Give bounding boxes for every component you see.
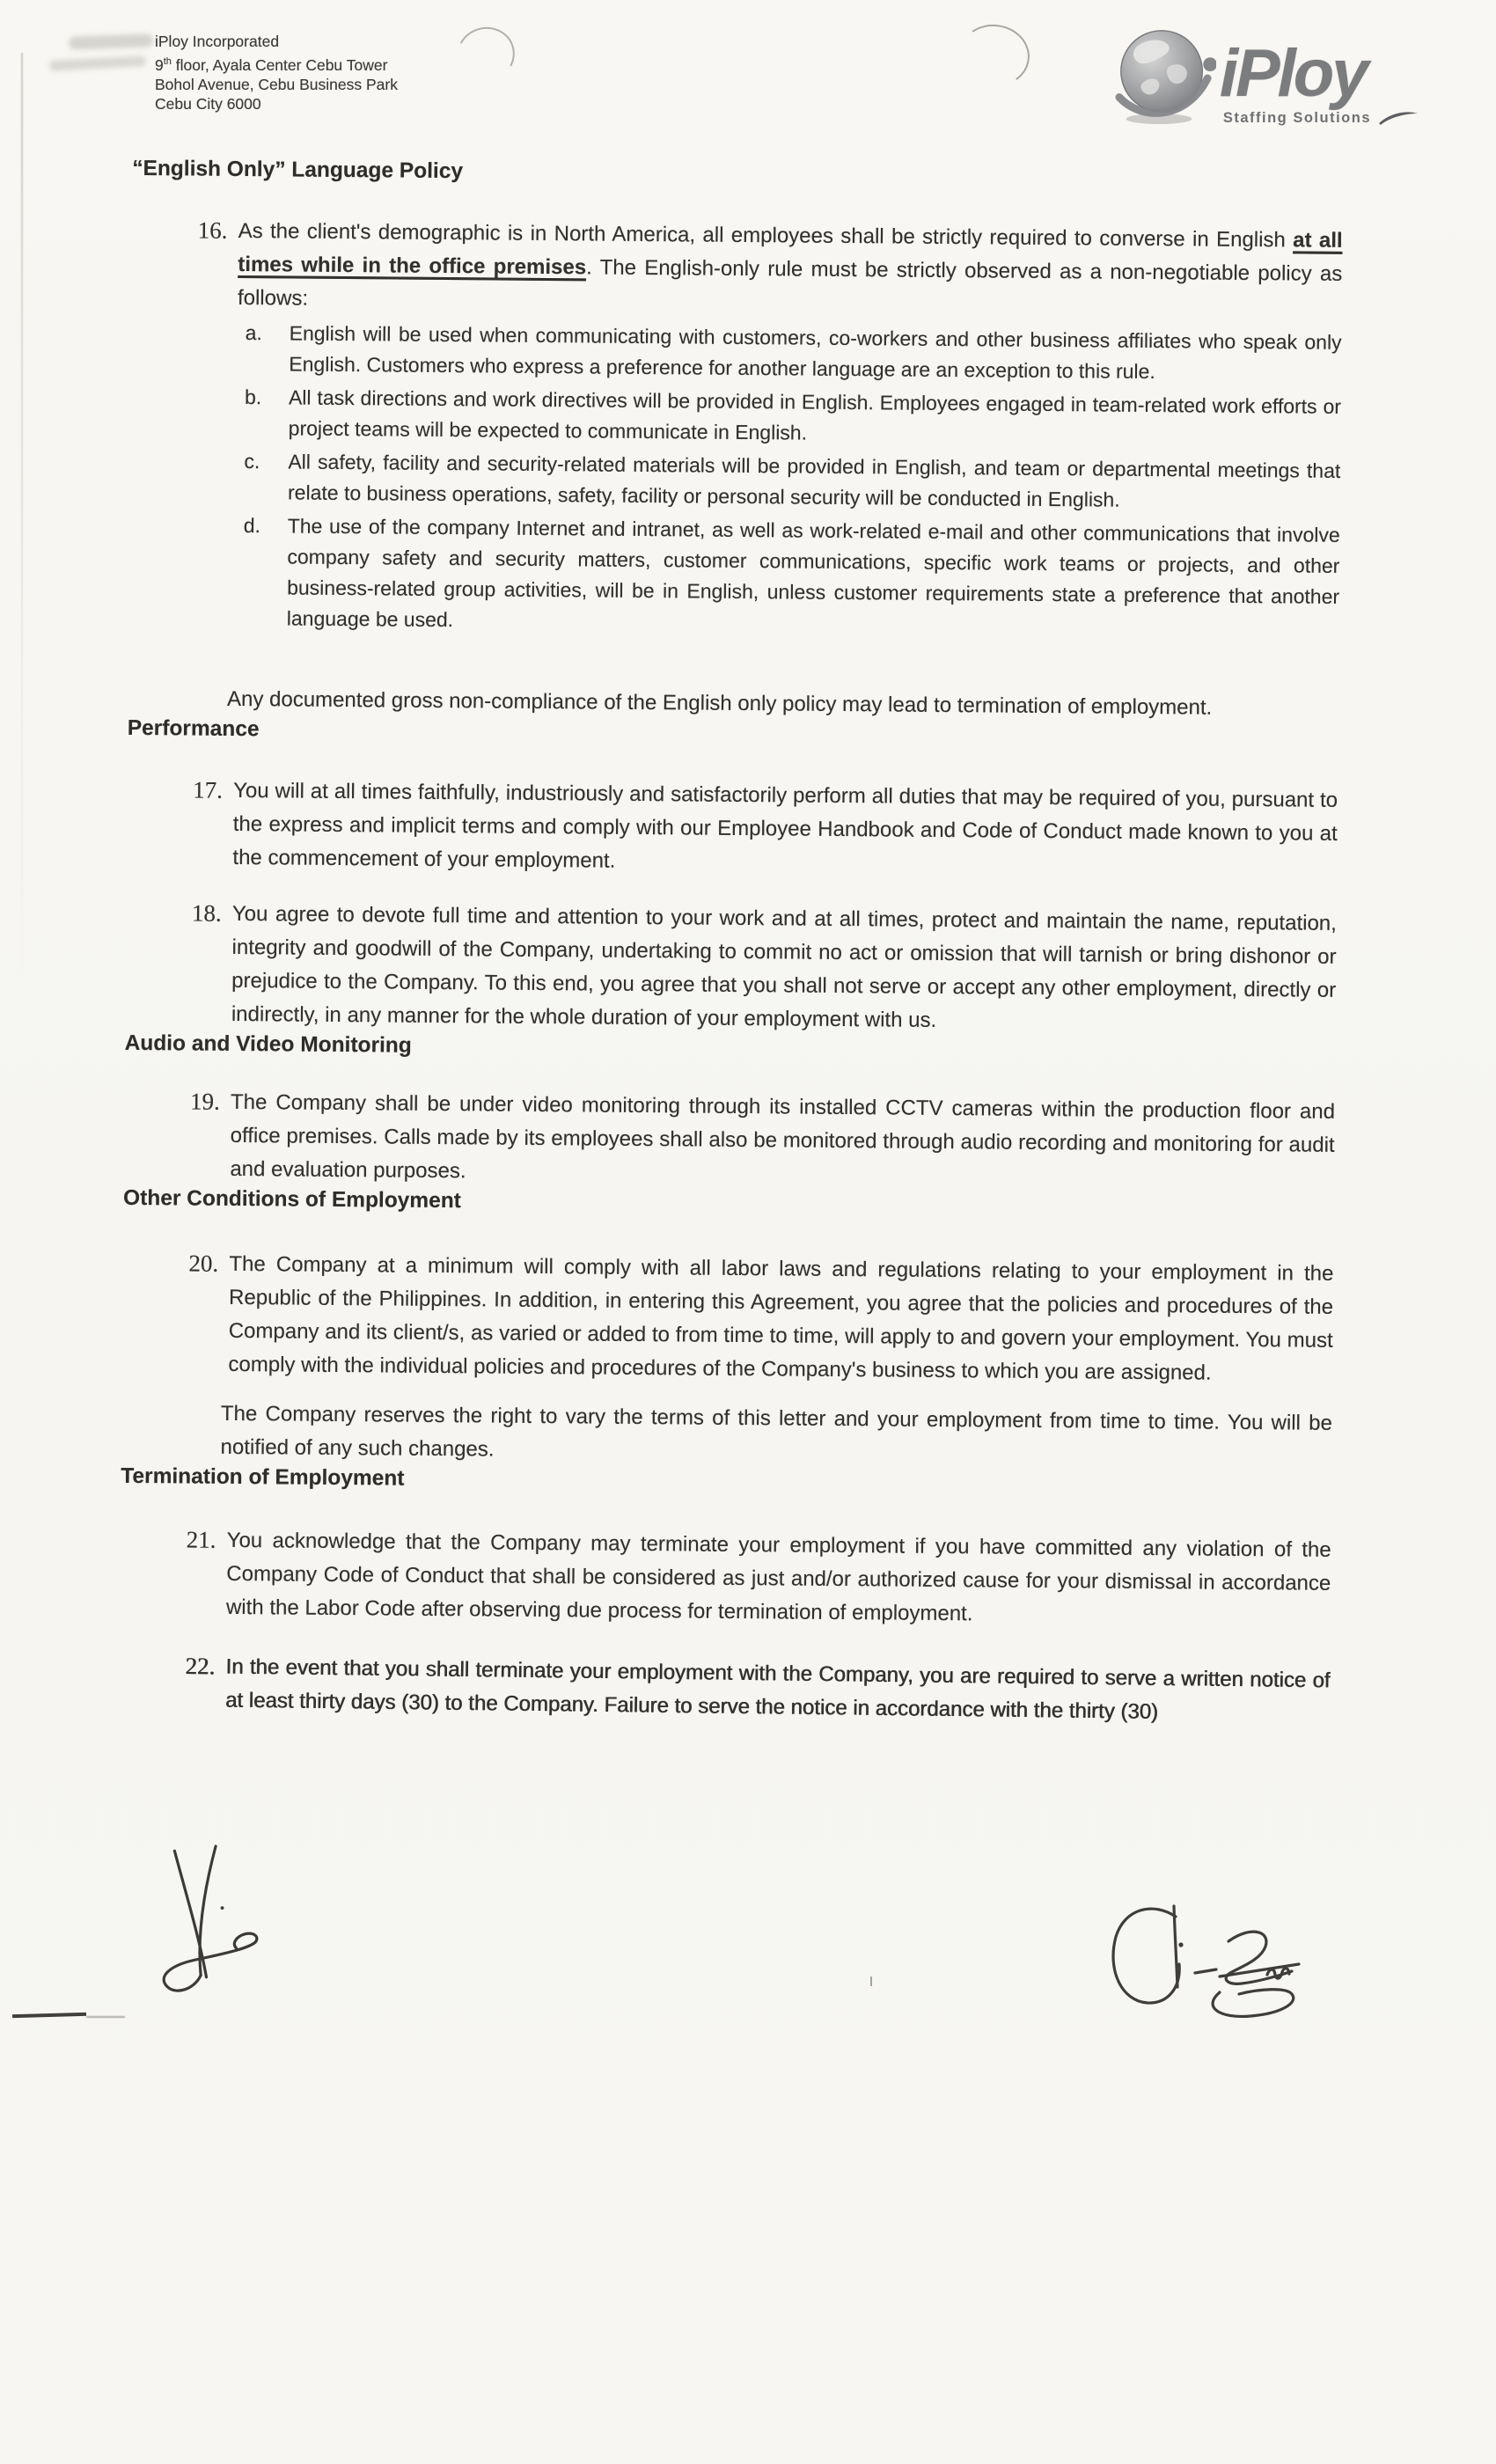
subclause-list (128, 317, 1342, 643)
address-line-2: 9th floor, Ayala Center Cebu Tower (155, 55, 388, 74)
subclause-text: The use of the company Internet and intranet, as well as work-related e-mail and other communications that involve company safety and security matters, customer communications, specific work teams or projects, and other business-related group activities, will be in English, unless customer requirements state a preference that another language be used. (286, 514, 1340, 632)
subclause-letter: a. (245, 321, 262, 345)
handwritten-signature-icon (1088, 1871, 1457, 2047)
clause-text: You will at all times faithfully, industriously and satisfactorily perform all duties that may be required of you, pursuant to the express and implicit terms and comply with our Employee Handbook and Code of Conduct made known to you at the commencement of your employment. (232, 778, 1338, 873)
ordinal-suffix: th (163, 55, 172, 67)
clause-text: In the event that you shall terminate your employment with the Company, you are required to serve a written notice of at least thirty days (30) to the Company. Failure to serve the notice in accordance with the thirty (30) (224, 1654, 1331, 1724)
clause-number: 20. (188, 1250, 219, 1277)
company-reserves-paragraph: The Company reserves the right to vary the terms of this letter and your employment from time to time. You will be notified of any such changes. (220, 1401, 1333, 1462)
subclause-letter: d. (243, 514, 261, 538)
subclause-a (245, 318, 1342, 389)
clause-17 (192, 774, 1338, 884)
address-line-1: iPloy Incorporated (155, 33, 280, 50)
brand-tagline: Staffing Solutions (1222, 109, 1371, 126)
clause-text: As the client's demographic is in North America, all employees shall be strictly required to converse in English at all times while in the office premises. The English-only rule must be strictly observed as a non-negotiable policy as follows: (237, 218, 1343, 311)
clause-number: 16. (197, 216, 228, 244)
subclause-letter: b. (244, 385, 262, 409)
clause-number: 19. (189, 1088, 220, 1115)
clause-number: 21. (186, 1526, 216, 1553)
clause-text: You acknowledge that the Company may terminate your employment if you have committed any violation of the Company Code of Conduct that shall be considered as just and/or authorized cause for your dismissal in accordance with the Labor Code after observing due process for termination of employment. (225, 1528, 1331, 1626)
subclause-text: All task directions and work directives will be provided in English. Employees engaged in team-related work efforts or project teams will be expected to communicate in English. (288, 385, 1342, 444)
clause-number: 17. (193, 776, 224, 803)
clause-number: 22. (185, 1652, 216, 1680)
handwritten-initials-icon (148, 1846, 280, 1996)
clause-18 (191, 898, 1337, 1041)
english-policy-closing-note: Any documented gross non-compliance of the English only policy may lead to termination of employment. (226, 686, 1213, 720)
subclause-text: English will be used when communicating with customers, co-workers and other business affiliates who speak only English. Customers who express a preference for another language are an exception to this rule. (289, 321, 1342, 384)
left-initials-signature (148, 1846, 280, 2000)
section-heading-other-conditions: Other Conditions of Employment (122, 1185, 462, 1214)
section-heading-audio-video-monitoring: Audio and Video Monitoring (124, 1030, 412, 1058)
clause-21 (186, 1523, 1331, 1633)
section-heading-performance: Performance (127, 715, 260, 742)
clause-text: You agree to devote full time and attention to your work and at all times, protect and maintain the name, reputation, integrity and goodwill of the Company, undertaking to commit no act or omission that will tarnish or bring dishonor or prejudice to the Company. To this end, you agree that you shall not serve or accept any other employment, directly or indirectly, in any manner for the whole duration of your employment with us. (231, 901, 1337, 1032)
clause-19 (189, 1086, 1335, 1196)
clause-22 (185, 1650, 1331, 1731)
subclause-letter: c. (244, 450, 260, 473)
scan-mark (86, 2016, 125, 2018)
subclause-text: All safety, facility and security-related materials will be provided in English, and team or departmental meetings that relate to business operations, safety, facility or personal security will be conducted in English. (287, 450, 1341, 511)
clause-16 (197, 215, 1343, 325)
clause-text: The Company at a minimum will comply with all labor laws and regulations relating to your employment in the Republic of the Philippines. In addition, in entering this Agreement, you agree that the policies and procedures of the Company and its client/s, as varied or added to from time to time, will apply to and govern your employment. You must comply with the individual policies and procedures of the Company's business to which you are assigned. (228, 1251, 1334, 1385)
section-heading-termination: Termination of Employment (121, 1463, 405, 1491)
scan-mark (12, 2013, 86, 2018)
clause-text: The Company shall be under video monitoring through its installed CCTV cameras within the production floor and office premises. Calls made by its employees shall also be monitored through audio recording and monitoring for audit and evaluation purposes. (230, 1089, 1336, 1184)
clause-number: 18. (191, 899, 222, 927)
policy-title: “English Only” Language Policy (132, 156, 464, 184)
clause-20 (187, 1248, 1333, 1391)
brand-name: iPloy (1219, 36, 1367, 111)
subclause-c (244, 446, 1341, 517)
address-line-3: Bohol Avenue, Cebu Business Park (155, 75, 398, 93)
right-signature (1088, 1871, 1457, 2051)
scan-mark (870, 1976, 872, 1986)
subclause-d (243, 510, 1340, 643)
address-line-4: Cebu City 6000 (155, 95, 261, 114)
subclause-b (245, 382, 1342, 453)
emphasized-phrase: at all times while in the office premises (238, 228, 1343, 280)
